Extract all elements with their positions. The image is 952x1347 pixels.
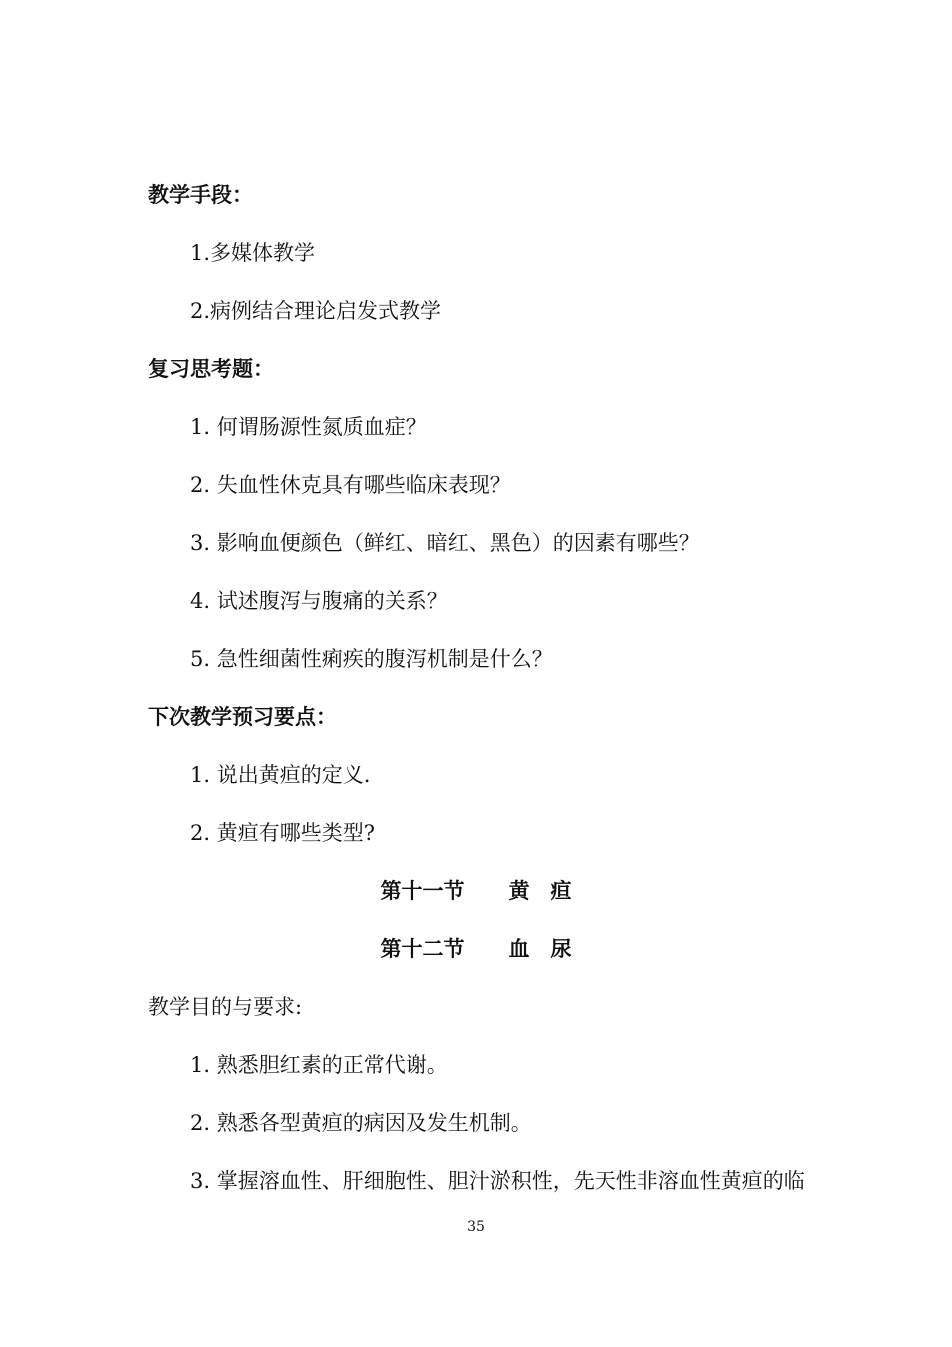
preview-point-item: 2. 黄疸有哪些类型? — [190, 821, 375, 845]
teaching-method-item: 2.病例结合理论启发式教学 — [190, 299, 442, 323]
review-question-item: 1. 何谓肠源性氮质血症？ — [190, 415, 427, 439]
objectives-heading: 教学目的与要求: — [148, 995, 303, 1019]
review-question-item: 3. 影响血便颜色（鲜红、暗红、黑色）的因素有哪些？ — [190, 531, 700, 555]
section-number: 第十二节 — [380, 936, 465, 961]
section-name: 黄 疸 — [508, 878, 572, 903]
section-number: 第十一节 — [380, 878, 465, 903]
section-title-11 — [0, 876, 952, 906]
objective-item: 2. 熟悉各型黄疸的病因及发生机制。 — [190, 1111, 532, 1135]
objective-item: 3. 掌握溶血性、肝细胞性、胆汁淤积性，先天性非溶血性黄疸的临 — [190, 1169, 805, 1193]
preview-point-item: 1. 说出黄疸的定义. — [190, 763, 371, 787]
section-name: 血 尿 — [508, 936, 572, 961]
teaching-methods-heading: 教学手段： — [148, 182, 253, 207]
review-question-item: 5. 急性细菌性痢疾的腹泻机制是什么？ — [190, 647, 553, 671]
review-question-item: 4. 试述腹泻与腹痛的关系？ — [190, 589, 448, 613]
review-questions-heading: 复习思考题： — [148, 356, 274, 381]
page-number: 35 — [467, 1219, 485, 1235]
teaching-method-item: 1.多媒体教学 — [190, 241, 316, 265]
objective-item: 1. 熟悉胆红素的正常代谢。 — [190, 1053, 448, 1077]
section-title-12 — [0, 934, 952, 964]
review-question-item: 2. 失血性休克具有哪些临床表现？ — [190, 473, 511, 497]
preview-points-heading: 下次教学预习要点： — [148, 704, 337, 729]
